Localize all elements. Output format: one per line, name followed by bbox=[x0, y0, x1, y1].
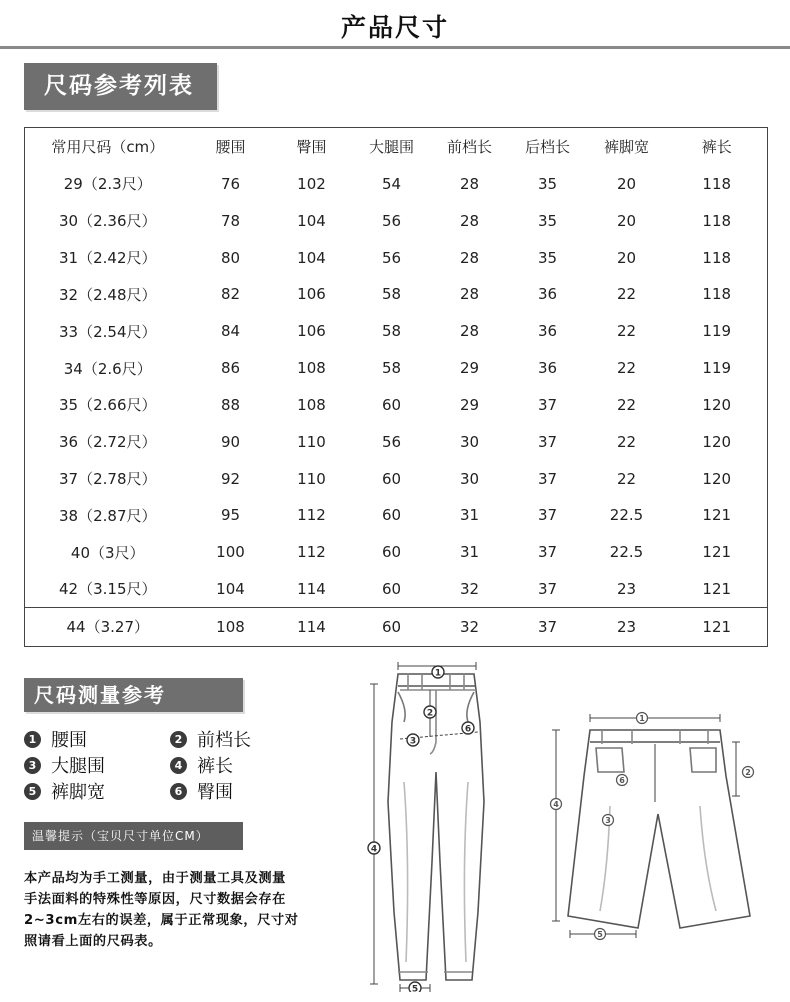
marker-3: 3 bbox=[605, 816, 611, 825]
table-row bbox=[25, 313, 768, 350]
table-row bbox=[25, 350, 768, 387]
table-cell: 120 bbox=[702, 432, 732, 451]
table-row bbox=[25, 571, 768, 608]
table-cell: 60 bbox=[353, 607, 431, 646]
table-cell: 121 bbox=[702, 506, 732, 525]
table-cell: 36（2.72尺） bbox=[59, 433, 157, 452]
table-cell: 108 bbox=[297, 395, 326, 414]
legend-label: 大腿围 bbox=[51, 756, 105, 777]
table-cell: 31（2.42尺） bbox=[59, 249, 157, 268]
table-cell: 58 bbox=[381, 359, 402, 378]
table-cell: 60 bbox=[381, 469, 402, 488]
column-header: 前档长 bbox=[446, 138, 492, 157]
table-row bbox=[25, 534, 768, 571]
legend-number: 5 bbox=[24, 783, 41, 800]
legend-item-front-rise bbox=[170, 727, 251, 751]
table-cell: 110 bbox=[297, 432, 326, 451]
table-cell: 22.5 bbox=[609, 543, 644, 562]
table-cell: 38（2.87尺） bbox=[59, 506, 157, 525]
table-header-row bbox=[25, 128, 768, 166]
table-cell: 22 bbox=[616, 322, 637, 341]
measure-banner: 尺码测量参考 bbox=[24, 678, 243, 712]
pants-markers bbox=[368, 666, 474, 992]
table-cell: 110 bbox=[297, 469, 326, 488]
table-cell: 37 bbox=[537, 543, 558, 562]
table-cell: 31 bbox=[459, 543, 480, 562]
table-row bbox=[25, 607, 768, 646]
table-cell: 28 bbox=[459, 211, 480, 230]
tip-line: 照请看上面的尺码表。 bbox=[24, 934, 162, 949]
table-cell: 104 bbox=[216, 579, 245, 598]
column-header: 裤长 bbox=[701, 138, 732, 157]
table-cell: 37 bbox=[509, 607, 587, 646]
table-cell: 112 bbox=[297, 506, 326, 525]
table-cell: 37 bbox=[537, 432, 558, 451]
table-cell: 35（2.66尺） bbox=[59, 396, 157, 415]
table-cell: 121 bbox=[702, 579, 732, 598]
table-cell: 22 bbox=[616, 359, 637, 378]
marker-6: 6 bbox=[619, 776, 625, 785]
table-cell: 22 bbox=[616, 285, 637, 304]
table-row bbox=[25, 386, 768, 423]
legend-label: 裤脚宽 bbox=[51, 782, 105, 803]
table-cell: 95 bbox=[220, 506, 241, 525]
table-cell: 37 bbox=[537, 469, 558, 488]
table-cell: 88 bbox=[220, 395, 241, 414]
table-cell: 32（2.48尺） bbox=[59, 285, 157, 304]
marker-1: 1 bbox=[434, 668, 442, 679]
table-cell: 37 bbox=[537, 395, 558, 414]
table-cell: 56 bbox=[381, 432, 402, 451]
table-cell: 58 bbox=[381, 285, 402, 304]
table-cell: 44（3.27） bbox=[25, 607, 191, 646]
table-row bbox=[25, 276, 768, 313]
table-cell: 120 bbox=[702, 469, 732, 488]
table-cell: 112 bbox=[297, 543, 326, 562]
pants-diagram bbox=[360, 662, 510, 992]
legend-number: 6 bbox=[170, 783, 187, 800]
table-cell: 35 bbox=[537, 211, 558, 230]
legend-item-thigh bbox=[24, 753, 105, 777]
shorts-diagram bbox=[540, 706, 785, 946]
table-cell: 60 bbox=[381, 506, 402, 525]
table-body bbox=[25, 166, 768, 647]
table-cell: 36 bbox=[537, 359, 558, 378]
title-divider bbox=[0, 46, 790, 49]
table-cell: 121 bbox=[702, 543, 732, 562]
table-cell: 60 bbox=[381, 579, 402, 598]
table-cell: 121 bbox=[667, 607, 768, 646]
table-cell: 35 bbox=[537, 174, 558, 193]
table-cell: 108 bbox=[191, 607, 271, 646]
table-cell: 30 bbox=[459, 469, 480, 488]
table-cell: 60 bbox=[381, 395, 402, 414]
legend-number: 4 bbox=[170, 757, 187, 774]
table-cell: 20 bbox=[616, 174, 637, 193]
table-cell: 118 bbox=[702, 174, 732, 193]
table-cell: 80 bbox=[220, 248, 241, 267]
table-cell: 36 bbox=[537, 322, 558, 341]
marker-1: 1 bbox=[639, 714, 645, 723]
table-cell: 84 bbox=[220, 322, 241, 341]
shorts-markers bbox=[551, 713, 754, 940]
legend-item-length bbox=[170, 753, 233, 777]
legend-item-hip bbox=[170, 779, 233, 803]
table-cell: 102 bbox=[297, 174, 326, 193]
table-cell: 106 bbox=[297, 285, 326, 304]
column-header: 裤脚宽 bbox=[603, 138, 649, 157]
table-cell: 82 bbox=[220, 285, 241, 304]
table-cell: 58 bbox=[381, 322, 402, 341]
table-cell: 28 bbox=[459, 174, 480, 193]
table-cell: 37 bbox=[537, 506, 558, 525]
marker-4: 4 bbox=[370, 844, 378, 855]
table-cell: 120 bbox=[702, 395, 732, 414]
table-cell: 56 bbox=[381, 211, 402, 230]
table-cell: 31 bbox=[459, 506, 480, 525]
table-cell: 86 bbox=[220, 359, 241, 378]
tip-banner: 温馨提示（宝贝尺寸单位CM） bbox=[24, 822, 243, 850]
table-cell: 28 bbox=[459, 248, 480, 267]
legend-number: 1 bbox=[24, 731, 41, 748]
table-cell: 36 bbox=[537, 285, 558, 304]
table-cell: 106 bbox=[297, 322, 326, 341]
table-cell: 35 bbox=[537, 248, 558, 267]
table-cell: 114 bbox=[297, 579, 326, 598]
table-cell: 118 bbox=[702, 285, 732, 304]
table-cell: 22 bbox=[616, 432, 637, 451]
table-cell: 29（2.3尺） bbox=[63, 175, 152, 194]
table-row bbox=[25, 497, 768, 534]
table-cell: 37（2.78尺） bbox=[59, 470, 157, 489]
table-cell: 118 bbox=[702, 248, 732, 267]
table-cell: 37 bbox=[537, 579, 558, 598]
marker-2: 2 bbox=[426, 708, 434, 719]
tip-line: 本产品均为手工测量，由于测量工具及测量 bbox=[24, 871, 286, 886]
tip-text bbox=[24, 868, 342, 952]
table-cell: 22 bbox=[616, 469, 637, 488]
table-cell: 20 bbox=[616, 211, 637, 230]
table-cell: 22.5 bbox=[609, 506, 644, 525]
table-cell: 42（3.15尺） bbox=[59, 580, 157, 599]
marker-5: 5 bbox=[597, 930, 603, 939]
tip-line: 手法面料的特殊性等原因，尺寸数据会存在 bbox=[24, 892, 286, 907]
table-cell: 60 bbox=[381, 543, 402, 562]
table-cell: 29 bbox=[459, 395, 480, 414]
legend-item-leg-opening bbox=[24, 779, 105, 803]
table-cell: 54 bbox=[381, 174, 402, 193]
legend-number: 3 bbox=[24, 757, 41, 774]
table-row bbox=[25, 202, 768, 239]
table-row bbox=[25, 423, 768, 460]
legend-label: 腰围 bbox=[51, 730, 87, 751]
table-cell: 104 bbox=[297, 211, 326, 230]
table-row bbox=[25, 460, 768, 497]
table-cell: 114 bbox=[271, 607, 353, 646]
table-cell: 28 bbox=[459, 322, 480, 341]
table-cell: 119 bbox=[702, 359, 732, 378]
table-cell: 40（3尺） bbox=[70, 543, 145, 562]
marker-5: 5 bbox=[411, 984, 419, 992]
table-cell: 92 bbox=[220, 469, 241, 488]
column-header: 臀围 bbox=[296, 138, 327, 157]
table-cell: 104 bbox=[297, 248, 326, 267]
table-cell: 23 bbox=[587, 607, 667, 646]
table-row bbox=[25, 166, 768, 203]
size-table bbox=[24, 127, 768, 647]
table-row bbox=[25, 239, 768, 276]
table-cell: 119 bbox=[702, 322, 732, 341]
table-cell: 118 bbox=[702, 211, 732, 230]
tip-line: 2~3cm左右的误差，属于正常现象，尺寸对 bbox=[24, 913, 299, 928]
marker-2: 2 bbox=[745, 768, 751, 777]
legend-label: 臀围 bbox=[197, 782, 233, 803]
marker-3: 3 bbox=[409, 736, 417, 747]
column-header: 大腿围 bbox=[368, 138, 414, 157]
table-cell: 108 bbox=[297, 359, 326, 378]
table-cell: 30（2.36尺） bbox=[59, 212, 157, 231]
table-cell: 34（2.6尺） bbox=[63, 359, 152, 378]
table-cell: 29 bbox=[459, 359, 480, 378]
table-cell: 28 bbox=[459, 285, 480, 304]
table-cell: 56 bbox=[381, 248, 402, 267]
column-header: 后档长 bbox=[524, 138, 570, 157]
size-list-banner: 尺码参考列表 bbox=[24, 63, 217, 110]
page-title: 产品尺寸 bbox=[340, 13, 449, 42]
marker-4: 4 bbox=[553, 800, 559, 809]
column-header: 常用尺码（cm） bbox=[51, 138, 165, 157]
legend-item-waist bbox=[24, 727, 87, 751]
table-cell: 78 bbox=[220, 211, 241, 230]
marker-6: 6 bbox=[464, 724, 472, 735]
table-cell: 76 bbox=[220, 174, 241, 193]
table-cell: 32 bbox=[431, 607, 509, 646]
column-header: 腰围 bbox=[215, 138, 246, 157]
table-cell: 90 bbox=[220, 432, 241, 451]
table-cell: 100 bbox=[216, 543, 245, 562]
table-cell: 20 bbox=[616, 248, 637, 267]
legend-number: 2 bbox=[170, 731, 187, 748]
table-cell: 32 bbox=[459, 579, 480, 598]
legend-label: 裤长 bbox=[197, 756, 233, 777]
table-cell: 23 bbox=[616, 579, 637, 598]
legend-label: 前档长 bbox=[197, 730, 251, 751]
table-cell: 22 bbox=[616, 395, 637, 414]
table-cell: 33（2.54尺） bbox=[59, 322, 157, 341]
table-cell: 30 bbox=[459, 432, 480, 451]
